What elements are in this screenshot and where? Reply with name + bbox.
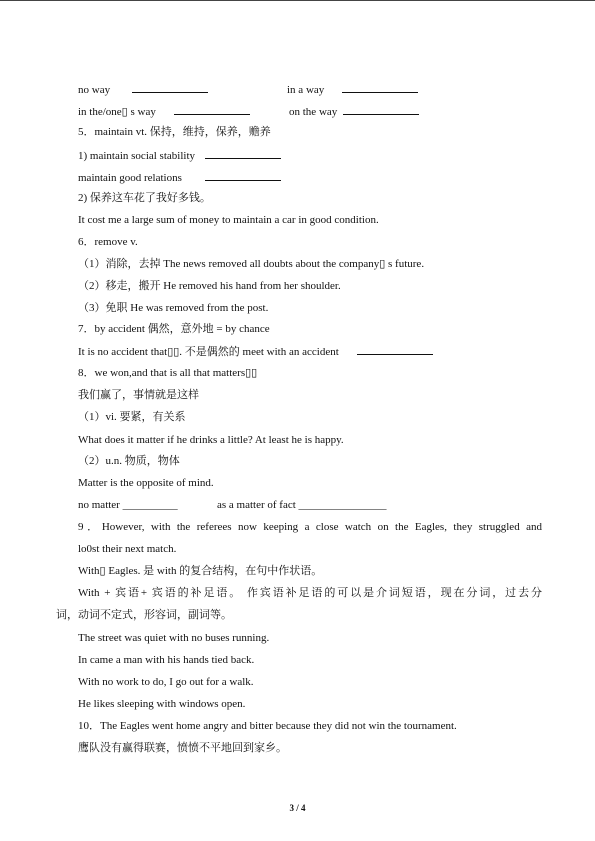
line-chinese-sentence-3: 鹰队没有赢得联赛，愤愤不平地回到家乡。 — [78, 742, 287, 754]
line-with-rule: With + 宾语+ 宾语的补足语。 作宾语补足语的可以是介词短语，现在分词，过去分 — [78, 587, 542, 599]
line-matter-un: （2）u.n. 物质，物体 — [78, 455, 180, 467]
item-10-heading: 10．The Eagles went home angry and bitter because they did not win the tournament. — [78, 720, 457, 732]
text: 1) maintain social stability — [78, 150, 196, 162]
line-matter-vi: （1）vi. 要紧，有关系 — [78, 411, 186, 423]
line-example-2: What does it matter if he drinks a little? At least he is happy. — [78, 434, 344, 446]
line-example-7: He likes sleeping with windows open. — [78, 698, 246, 710]
line-with-structure: With▯ Eagles. 是 with 的复合结构，在句中作状语。 — [78, 565, 323, 577]
line-as-a-matter-of-fact: as a matter of fact ________________ — [217, 499, 387, 511]
line-remove-1: （1）消除，去掉 The news removed all doubts about the company▯ s future. — [78, 258, 425, 270]
line-example-1: It cost me a large sum of money to maintain a car in good condition. — [78, 214, 379, 226]
answer-blank — [132, 82, 208, 93]
line-example-4: The street was quiet with no buses running. — [78, 632, 270, 644]
line-chinese-sentence-2: 我们赢了，事情就是这样 — [78, 389, 199, 401]
line-in-a-way — [287, 82, 418, 97]
text: maintain good relations — [78, 172, 182, 184]
item-8-heading: 8．we won,and that is all that matters▯▯ — [78, 367, 258, 379]
answer-blank — [343, 104, 419, 115]
line-chinese-sentence-1: 2) 保养这车花了我好多钱。 — [78, 192, 211, 204]
answer-blank — [205, 148, 281, 159]
top-border — [0, 0, 595, 1]
line-no-way — [78, 82, 208, 97]
item-5-heading: 5．maintain vt. 保持，维持，保养，赡养 — [78, 126, 271, 138]
text: It is no accident that▯▯. 不是偶然的 meet with an accident — [78, 346, 339, 358]
line-maintain-stability — [78, 148, 281, 163]
item-9-continued: lo0st their next match. — [78, 543, 177, 555]
text: on the way — [289, 106, 338, 118]
text: in a way — [287, 84, 325, 96]
text: no way — [78, 84, 111, 96]
line-in-the-way — [78, 104, 250, 119]
line-on-the-way — [289, 104, 419, 119]
line-example-6: With no work to do, I go out for a walk. — [78, 676, 254, 688]
line-remove-3: （3）免职 He was removed from the post. — [78, 302, 269, 314]
answer-blank — [342, 82, 418, 93]
page-number: 3 / 4 — [289, 803, 306, 813]
line-maintain-relations — [78, 170, 281, 185]
line-remove-2: （2）移走，搬开 He removed his hand from her shoulder. — [78, 280, 341, 292]
line-with-rule-continued: 词，动词不定式，形容词，副词等。 — [56, 609, 232, 621]
answer-blank — [174, 104, 250, 115]
line-example-3: Matter is the opposite of mind. — [78, 477, 214, 489]
line-no-matter: no matter __________ — [78, 499, 178, 511]
text: in the/one▯ s way — [78, 106, 156, 118]
line-example-5: In came a man with his hands tied back. — [78, 654, 255, 666]
item-7-heading: 7．by accident 偶然，意外地 = by chance — [78, 323, 270, 335]
item-6-heading: 6．remove v. — [78, 236, 138, 248]
item-9-heading: 9．However, with the referees now keeping a close watch on the Eagles, they struggled and — [78, 521, 542, 533]
answer-blank — [357, 344, 433, 355]
answer-blank — [205, 170, 281, 181]
line-no-accident — [78, 344, 433, 359]
